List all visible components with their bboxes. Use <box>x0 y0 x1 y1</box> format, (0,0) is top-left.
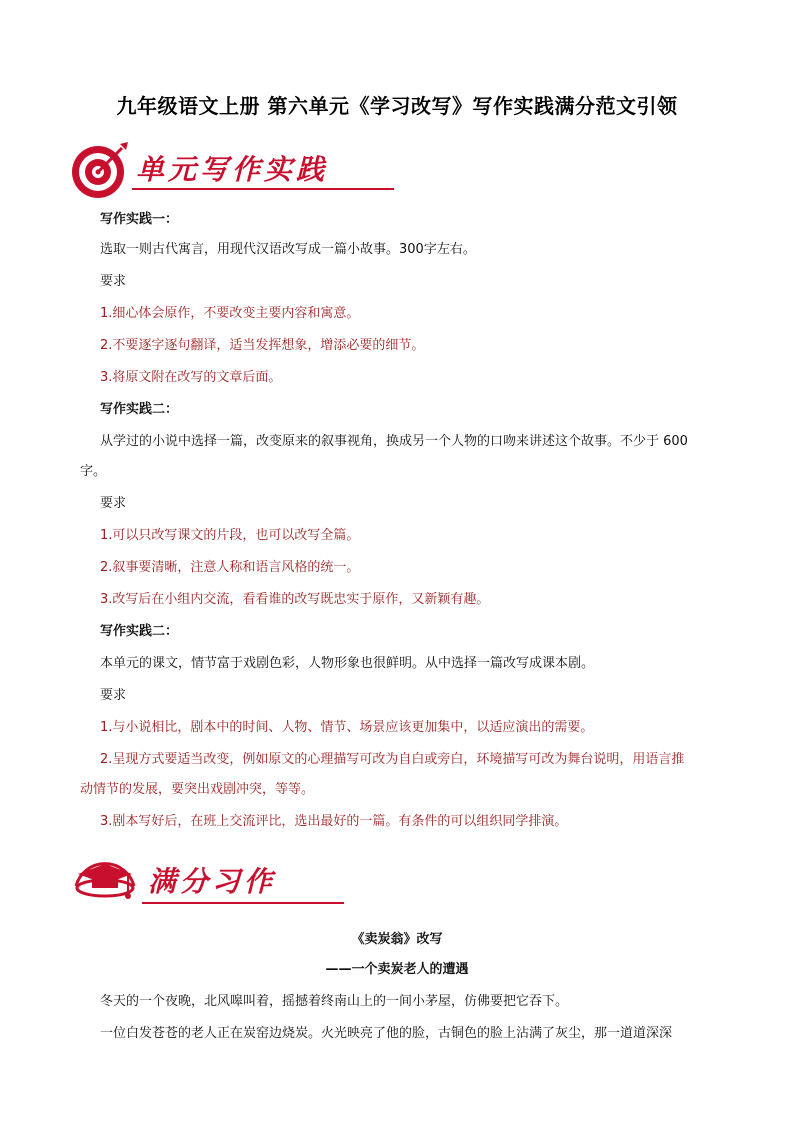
practice3-req: 2.呈现方式要适当改变，例如原文的心理描写可改为自白或旁白，环境描写可改为舞台说明，用语言推 <box>100 752 685 767</box>
graduation-cap-icon <box>70 850 140 910</box>
target-icon <box>70 140 130 200</box>
practice3-req: 1.与小说相比，剧本中的时间、人物、情节、场景应该更加集中，以适应演出的需要。 <box>100 720 594 735</box>
practice3-prompt: 本单元的课文，情节富于戏剧色彩，人物形象也很鲜明。从中选择一篇改写成课本剧。 <box>100 656 595 671</box>
essay-paragraph: 一位白发苍苍的老人正在炭窑边烧炭。火光映亮了他的脸，古铜色的脸上沾满了灰尘，那一道道深深 <box>100 1026 673 1041</box>
practice1-prompt: 选取一则古代寓言，用现代汉语改写成一篇小故事。300字左右。 <box>100 242 476 257</box>
practice3-heading: 写作实践二： <box>100 624 179 639</box>
practice2-prompt: 从学过的小说中选择一篇，改变原来的叙事视角，换成另一个人物的口吻来讲述这个故事。不少于 600 <box>100 434 688 449</box>
practice2-req: 3.改写后在小组内交流，看看谁的改写既忠实于原作，又新颖有趣。 <box>100 592 490 607</box>
practice1-req: 3.将原文附在改写的文章后面。 <box>100 370 282 385</box>
practice3-req-cont: 动情节的发展，要突出戏剧冲突，等等。 <box>80 782 315 797</box>
section-banner-practice <box>70 140 340 200</box>
practice2-prompt-cont: 字。 <box>80 464 107 479</box>
practice1-req: 1.细心体会原作，不要改变主要内容和寓意。 <box>100 306 360 321</box>
page-title: 九年级语文上册 第六单元《学习改写》写作实践满分范文引领 <box>116 94 678 118</box>
practice2-heading: 写作实践二： <box>100 402 179 417</box>
practice3-req: 3.剧本写好后，在班上交流评比，选出最好的一篇。有条件的可以组织同学排演。 <box>100 814 568 829</box>
section-banner-essay <box>70 850 290 910</box>
essay-subtitle: ——一个卖炭老人的遭遇 <box>325 962 469 977</box>
banner-underline <box>142 902 344 904</box>
banner-underline <box>132 188 394 190</box>
essay-paragraph: 冬天的一个夜晚，北风嗥叫着，摇撼着终南山上的一间小茅屋，仿佛要把它吞下。 <box>100 994 569 1009</box>
practice2-req: 1.可以只改写课文的片段，也可以改写全篇。 <box>100 528 360 543</box>
practice1-req-label: 要求 <box>100 274 127 289</box>
practice1-heading: 写作实践一： <box>100 212 179 227</box>
practice2-req-label: 要求 <box>100 496 127 511</box>
banner-essay-text: 满分习作 <box>148 865 277 898</box>
essay-title: 《卖炭翁》改写 <box>351 932 443 947</box>
banner-practice-text: 单元写作实践 <box>136 153 329 186</box>
practice3-req-label: 要求 <box>100 688 127 703</box>
practice1-req: 2.不要逐字逐句翻译，适当发挥想象，增添必要的细节。 <box>100 338 425 353</box>
practice2-req: 2.叙事要清晰，注意人称和语言风格的统一。 <box>100 560 360 575</box>
